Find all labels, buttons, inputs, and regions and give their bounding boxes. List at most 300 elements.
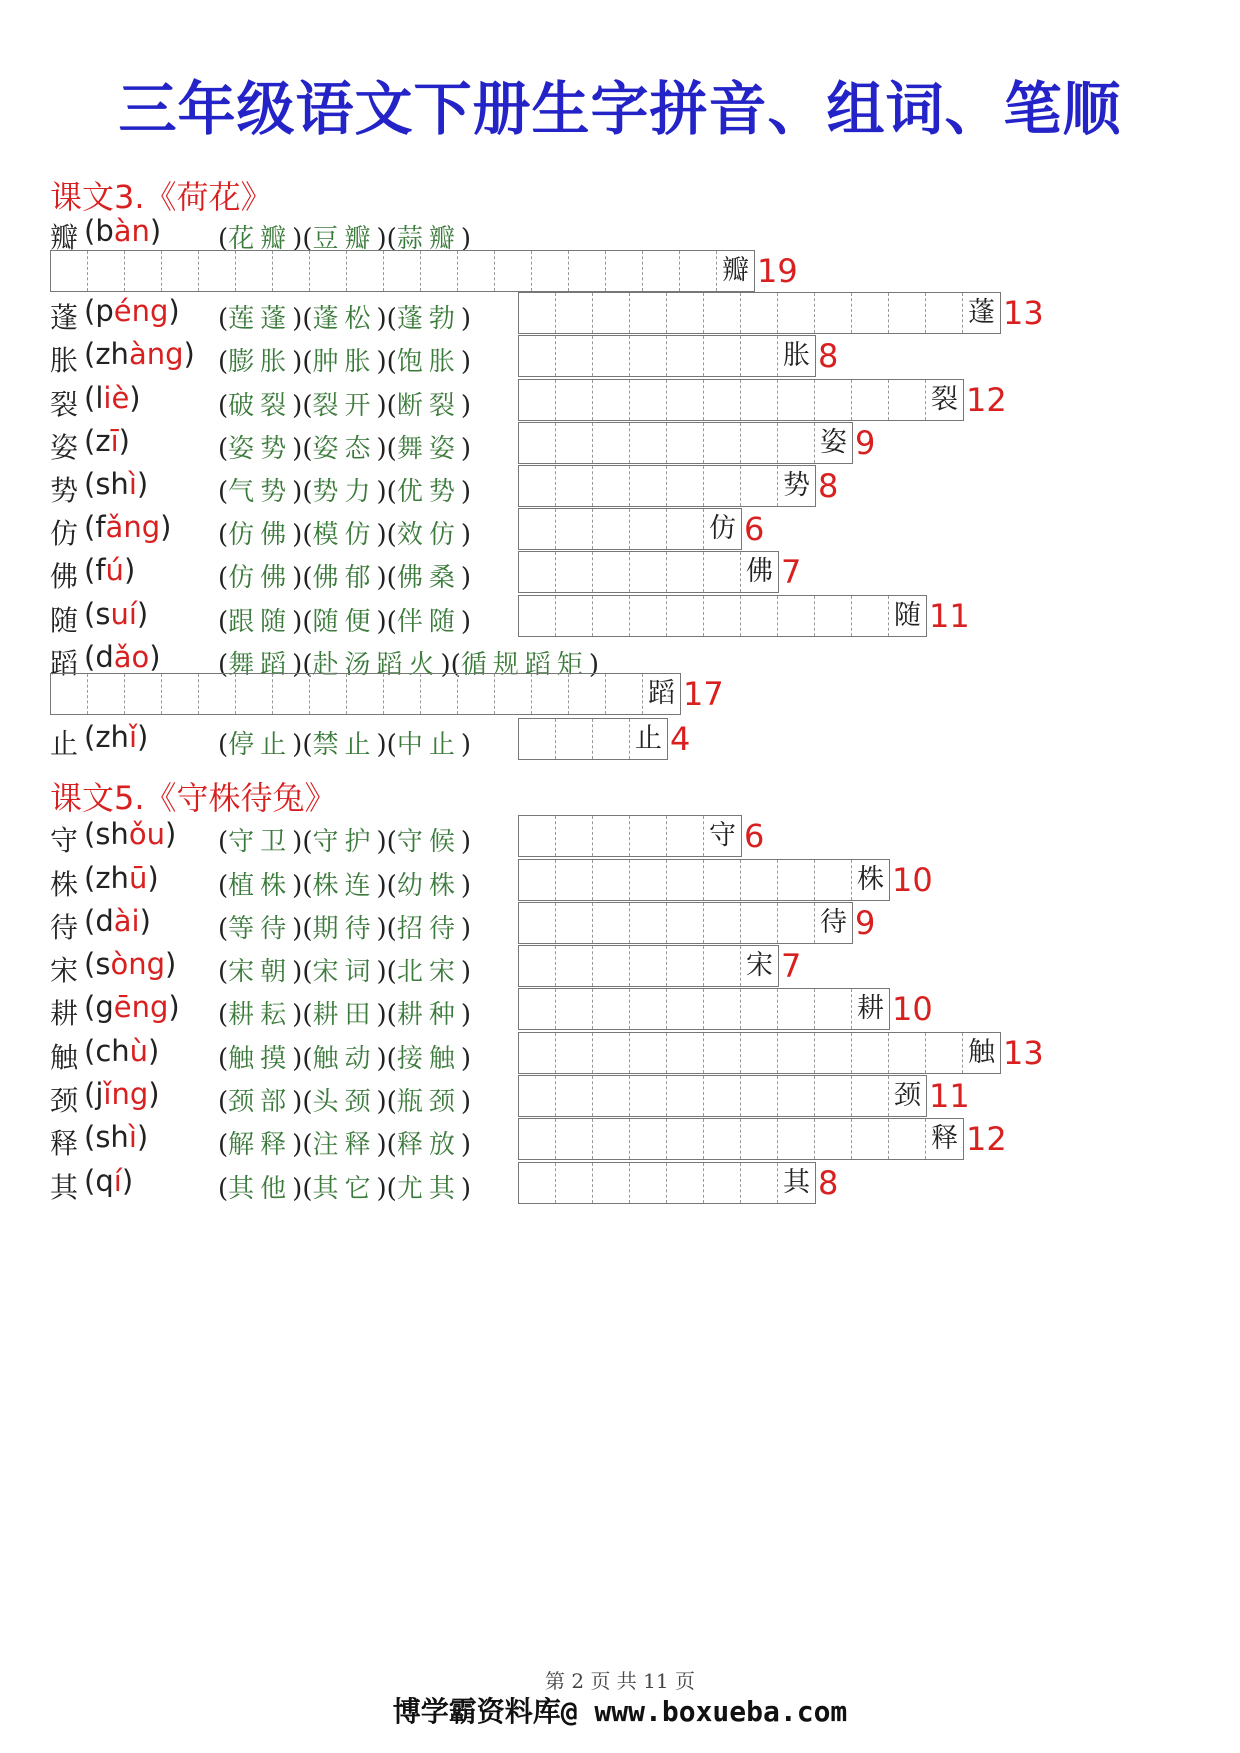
pinyin-tone-vowel: é <box>113 294 132 328</box>
paren: ( <box>386 730 397 760</box>
paren: ( <box>302 304 313 334</box>
word: 守护 <box>312 827 377 857</box>
stroke-step <box>519 816 556 856</box>
stroke-step: 胀 <box>783 340 810 371</box>
stroke-step <box>630 380 667 420</box>
word-groups <box>218 298 471 335</box>
stroke-order-grid <box>518 379 964 421</box>
stroke-step: 随 <box>894 600 921 631</box>
stroke-step <box>704 946 741 986</box>
stroke-step <box>741 596 778 636</box>
stroke-step <box>569 674 606 714</box>
paren: ( <box>302 871 313 901</box>
stroke-step <box>51 674 88 714</box>
stroke-step <box>630 989 667 1029</box>
paren: ( <box>218 1130 229 1160</box>
pinyin <box>84 904 151 938</box>
stroke-step <box>704 903 741 943</box>
word: 破裂 <box>228 391 293 421</box>
pinyin <box>84 1164 133 1198</box>
stroke-step <box>532 251 569 291</box>
stroke-step <box>630 552 667 592</box>
stroke-step <box>630 596 667 636</box>
hanzi: 姿 <box>50 431 79 464</box>
stroke-step <box>667 552 704 592</box>
stroke-step <box>556 903 593 943</box>
pinyin <box>84 337 195 371</box>
page-title: 三年级语文下册生字拼音、组词、笔顺 <box>118 75 1122 143</box>
paren: ( <box>218 650 229 680</box>
paren: ) <box>376 1174 387 1204</box>
paren: ( <box>218 827 229 857</box>
stroke-step <box>593 1163 630 1203</box>
stroke-step: 仿 <box>709 513 736 544</box>
pinyin-initial: d <box>95 904 114 938</box>
paren-close: ) <box>139 904 151 938</box>
paren: ) <box>376 827 387 857</box>
stroke-step <box>741 903 778 943</box>
stroke-step <box>310 251 347 291</box>
stroke-step <box>458 674 495 714</box>
word-groups <box>218 724 471 761</box>
pinyin <box>84 817 176 851</box>
pinyin <box>84 1077 160 1111</box>
stroke-step <box>815 1119 852 1159</box>
paren: ( <box>218 730 229 760</box>
paren: ( <box>386 434 397 464</box>
stroke-step <box>741 1119 778 1159</box>
stroke-order-grid <box>518 465 816 507</box>
paren-open: ( <box>84 990 96 1024</box>
stroke-step <box>778 1033 815 1073</box>
paren: ( <box>386 304 397 334</box>
word: 佛郁 <box>312 563 377 593</box>
word-groups <box>218 821 471 858</box>
paren: ( <box>386 1130 397 1160</box>
paren: ) <box>376 1000 387 1030</box>
stroke-step <box>667 1076 704 1116</box>
hanzi: 株 <box>50 868 79 901</box>
paren: ( <box>218 871 229 901</box>
stroke-step <box>815 596 852 636</box>
word: 舞蹈 <box>228 650 293 680</box>
stroke-step <box>704 989 741 1029</box>
pinyin <box>84 990 180 1024</box>
stroke-step <box>778 989 815 1029</box>
stroke-step <box>162 251 199 291</box>
stroke-step <box>556 380 593 420</box>
stroke-step <box>741 1163 778 1203</box>
paren: ( <box>302 1044 313 1074</box>
word: 蒜瓣 <box>396 224 461 254</box>
stroke-order-grid <box>518 945 779 987</box>
paren: ) <box>376 347 387 377</box>
pinyin <box>84 861 159 895</box>
stroke-step <box>630 336 667 376</box>
stroke-order-grid <box>518 902 853 944</box>
paren: ( <box>302 827 313 857</box>
paren: ) <box>460 224 471 254</box>
word: 气势 <box>228 477 293 507</box>
paren: ) <box>460 1044 471 1074</box>
hanzi: 触 <box>50 1041 79 1074</box>
paren: ( <box>302 650 313 680</box>
stroke-step <box>815 1033 852 1073</box>
paren: ( <box>302 1174 313 1204</box>
stroke-step <box>704 1076 741 1116</box>
paren: ) <box>376 1130 387 1160</box>
word: 姿势 <box>228 434 293 464</box>
paren-open: ( <box>84 214 96 248</box>
stroke-step <box>556 946 593 986</box>
paren: ( <box>218 1087 229 1117</box>
stroke-step: 蹈 <box>648 678 675 709</box>
word: 随便 <box>312 607 377 637</box>
stroke-step <box>741 466 778 506</box>
word: 中止 <box>396 730 461 760</box>
pinyin-initial: f <box>95 553 106 587</box>
pinyin <box>84 381 141 415</box>
word: 耕田 <box>312 1000 377 1030</box>
stroke-step <box>556 1119 593 1159</box>
stroke-order-grid <box>518 422 853 464</box>
stroke-step: 守 <box>709 820 736 851</box>
stroke-count: 19 <box>757 252 798 290</box>
stroke-step: 蓬 <box>968 297 995 328</box>
paren: ) <box>292 1000 303 1030</box>
stroke-step: 待 <box>820 907 847 938</box>
stroke-count: 9 <box>855 424 876 462</box>
paren-close: ) <box>121 1164 134 1198</box>
stroke-count: 4 <box>670 720 691 758</box>
paren-close: ) <box>147 861 159 895</box>
stroke-step <box>852 293 889 333</box>
page-number: 第 2 页 共 11 页 <box>545 1669 695 1693</box>
word: 姿态 <box>312 434 377 464</box>
stroke-step <box>593 466 630 506</box>
paren: ( <box>302 434 313 464</box>
stroke-step <box>852 1119 889 1159</box>
pinyin-tone-vowel: uí <box>110 597 137 631</box>
word: 北宋 <box>396 957 461 987</box>
paren: ) <box>292 477 303 507</box>
paren: ( <box>386 224 397 254</box>
stroke-step <box>519 509 556 549</box>
word-groups <box>218 1168 471 1205</box>
stroke-step <box>741 423 778 463</box>
word: 停止 <box>228 730 293 760</box>
stroke-step: 裂 <box>931 384 958 415</box>
paren: ( <box>302 730 313 760</box>
stroke-step <box>593 1076 630 1116</box>
stroke-step <box>236 674 273 714</box>
pinyin-tone-vowel: ǎ <box>105 510 124 544</box>
paren-open: ( <box>84 467 96 501</box>
word-groups <box>218 557 471 594</box>
paren: ) <box>376 730 387 760</box>
paren: ( <box>218 957 229 987</box>
pinyin-tone-vowel: à <box>113 904 132 938</box>
word: 豆瓣 <box>312 224 377 254</box>
stroke-step <box>519 860 556 900</box>
stroke-count: 7 <box>781 553 802 591</box>
paren: ) <box>440 650 451 680</box>
pinyin-tone-vowel: ǐ <box>128 720 137 754</box>
paren: ) <box>460 477 471 507</box>
stroke-step <box>593 1119 630 1159</box>
paren-open: ( <box>84 381 96 415</box>
stroke-step <box>556 1033 593 1073</box>
paren-open: ( <box>84 1034 96 1068</box>
paren: ( <box>386 1000 397 1030</box>
pinyin <box>84 553 135 587</box>
stroke-step <box>384 251 421 291</box>
stroke-step <box>556 1076 593 1116</box>
paren: ( <box>218 1000 229 1030</box>
stroke-step <box>519 466 556 506</box>
stroke-step <box>519 596 556 636</box>
stroke-order-grid <box>518 815 742 857</box>
pinyin-initial: sh <box>95 467 129 501</box>
paren: ) <box>292 1087 303 1117</box>
pinyin-initial: z <box>95 424 111 458</box>
stroke-step <box>606 251 643 291</box>
stroke-count: 13 <box>1003 1034 1044 1072</box>
stroke-step <box>704 1119 741 1159</box>
paren: ) <box>292 347 303 377</box>
stroke-step <box>889 380 926 420</box>
stroke-order-grid <box>50 250 755 292</box>
pinyin-final: ng <box>131 990 169 1024</box>
word: 势力 <box>312 477 377 507</box>
stroke-step <box>593 946 630 986</box>
word: 其它 <box>312 1174 377 1204</box>
word: 裂开 <box>312 391 377 421</box>
stroke-step <box>889 1033 926 1073</box>
word: 蓬勃 <box>396 304 461 334</box>
paren: ( <box>302 1087 313 1117</box>
paren: ( <box>218 347 229 377</box>
stroke-step <box>926 1033 963 1073</box>
paren-open: ( <box>84 510 96 544</box>
word: 守候 <box>396 827 461 857</box>
paren: ) <box>292 1044 303 1074</box>
word-groups <box>218 994 471 1031</box>
stroke-step <box>556 336 593 376</box>
paren: ) <box>376 520 387 550</box>
paren-close: ) <box>148 1034 160 1068</box>
pinyin-initial: l <box>95 381 104 415</box>
stroke-step <box>519 1033 556 1073</box>
stroke-step <box>667 423 704 463</box>
stroke-step <box>310 674 347 714</box>
stroke-step <box>704 1163 741 1203</box>
paren: ) <box>292 827 303 857</box>
stroke-step <box>815 860 852 900</box>
pinyin-initial: zh <box>95 337 129 371</box>
paren: ) <box>376 434 387 464</box>
word: 守卫 <box>228 827 293 857</box>
stroke-step <box>704 552 741 592</box>
hanzi: 瓣 <box>50 221 79 254</box>
stroke-step <box>630 293 667 333</box>
stroke-step <box>273 674 310 714</box>
paren: ) <box>460 607 471 637</box>
stroke-step <box>162 674 199 714</box>
stroke-step <box>630 466 667 506</box>
word: 佛桑 <box>396 563 461 593</box>
paren: ) <box>292 304 303 334</box>
stroke-step <box>347 674 384 714</box>
stroke-step: 止 <box>635 723 662 754</box>
stroke-step <box>630 860 667 900</box>
pinyin-tone-vowel: ú <box>105 553 124 587</box>
paren-open: ( <box>84 640 96 674</box>
hanzi: 止 <box>50 727 79 760</box>
pinyin-tone-vowel: ù <box>129 1034 149 1068</box>
word: 宋朝 <box>228 957 293 987</box>
paren: ( <box>302 391 313 421</box>
pinyin-initial: p <box>95 294 114 328</box>
stroke-step <box>519 293 556 333</box>
hanzi: 佛 <box>50 560 79 593</box>
stroke-step <box>569 251 606 291</box>
hanzi: 守 <box>50 824 79 857</box>
paren: ( <box>218 434 229 464</box>
word: 舞姿 <box>396 434 461 464</box>
stroke-count: 8 <box>818 467 839 505</box>
stroke-step: 释 <box>931 1123 958 1154</box>
paren-close: ) <box>183 337 195 371</box>
stroke-step <box>519 336 556 376</box>
paren: ) <box>292 730 303 760</box>
stroke-step <box>778 1076 815 1116</box>
stroke-step <box>815 293 852 333</box>
paren: ( <box>302 520 313 550</box>
word-groups <box>218 385 471 422</box>
word: 期待 <box>312 914 377 944</box>
paren: ) <box>292 563 303 593</box>
stroke-step <box>556 423 593 463</box>
paren: ) <box>292 520 303 550</box>
pinyin-initial: q <box>95 1164 114 1198</box>
paren-close: ) <box>136 597 149 631</box>
paren-open: ( <box>84 720 96 754</box>
word: 注释 <box>312 1130 377 1160</box>
stroke-step <box>593 380 630 420</box>
stroke-step <box>495 251 532 291</box>
stroke-order-grid <box>518 551 779 593</box>
pinyin-final: ng <box>128 947 165 981</box>
pinyin-tone-vowel: ē <box>113 990 132 1024</box>
stroke-step: 触 <box>968 1037 995 1068</box>
stroke-step <box>519 946 556 986</box>
paren: ( <box>218 1044 229 1074</box>
stroke-step <box>778 380 815 420</box>
paren: ) <box>588 650 599 680</box>
stroke-step <box>704 860 741 900</box>
stroke-step <box>519 380 556 420</box>
hanzi: 其 <box>50 1171 79 1204</box>
paren: ) <box>460 914 471 944</box>
paren: ) <box>460 520 471 550</box>
word-groups <box>218 1081 471 1118</box>
hanzi: 待 <box>50 911 79 944</box>
stroke-order-grid <box>518 859 890 901</box>
paren: ) <box>376 304 387 334</box>
pinyin-initial: g <box>95 990 114 1024</box>
pinyin <box>84 510 171 544</box>
stroke-step <box>236 251 273 291</box>
pinyin-initial: s <box>95 947 111 981</box>
paren-open: ( <box>84 1164 96 1198</box>
pinyin-final: u <box>146 817 165 851</box>
stroke-step <box>593 816 630 856</box>
stroke-step <box>667 509 704 549</box>
word: 株连 <box>312 871 377 901</box>
word-groups <box>218 865 471 902</box>
paren-open: ( <box>84 553 96 587</box>
stroke-step: 佛 <box>746 556 773 587</box>
paren-close: ) <box>160 510 172 544</box>
word: 循规蹈矩 <box>460 650 589 680</box>
paren: ) <box>460 434 471 464</box>
stroke-step <box>125 251 162 291</box>
word: 禁止 <box>312 730 377 760</box>
stroke-order-grid <box>518 335 816 377</box>
stroke-step <box>519 1076 556 1116</box>
paren: ) <box>460 304 471 334</box>
stroke-count: 11 <box>929 597 970 635</box>
paren: ( <box>386 477 397 507</box>
paren: ( <box>218 607 229 637</box>
paren-open: ( <box>84 424 96 458</box>
word: 释放 <box>396 1130 461 1160</box>
footer-watermark: 博学霸资料库@ www.boxueba.com <box>392 1695 848 1728</box>
paren: ) <box>376 1087 387 1117</box>
paren: ) <box>460 347 471 377</box>
pinyin-initial: sh <box>95 817 129 851</box>
paren: ( <box>386 871 397 901</box>
stroke-step <box>643 251 680 291</box>
paren-close: ) <box>118 424 130 458</box>
word: 瓶颈 <box>396 1087 461 1117</box>
word: 膨胀 <box>228 347 293 377</box>
stroke-step <box>556 293 593 333</box>
word: 仿佛 <box>228 563 293 593</box>
pinyin <box>84 720 148 754</box>
pinyin <box>84 1120 148 1154</box>
stroke-step: 瓣 <box>722 255 749 286</box>
pinyin <box>84 214 161 248</box>
paren: ) <box>376 1044 387 1074</box>
stroke-order-grid <box>518 1118 964 1160</box>
paren: ( <box>218 1174 229 1204</box>
word: 耕耘 <box>228 1000 293 1030</box>
stroke-order-grid <box>50 673 681 715</box>
stroke-step <box>556 466 593 506</box>
word-groups <box>218 1038 471 1075</box>
lesson-heading: 课文5.《守株待兔》 <box>50 779 337 817</box>
paren: ( <box>386 957 397 987</box>
word-groups <box>218 428 471 465</box>
pinyin <box>84 1034 159 1068</box>
pinyin-tone-vowel: í <box>113 1164 122 1198</box>
paren: ) <box>292 391 303 421</box>
hanzi: 仿 <box>50 517 79 550</box>
stroke-step <box>667 860 704 900</box>
paren: ) <box>460 827 471 857</box>
